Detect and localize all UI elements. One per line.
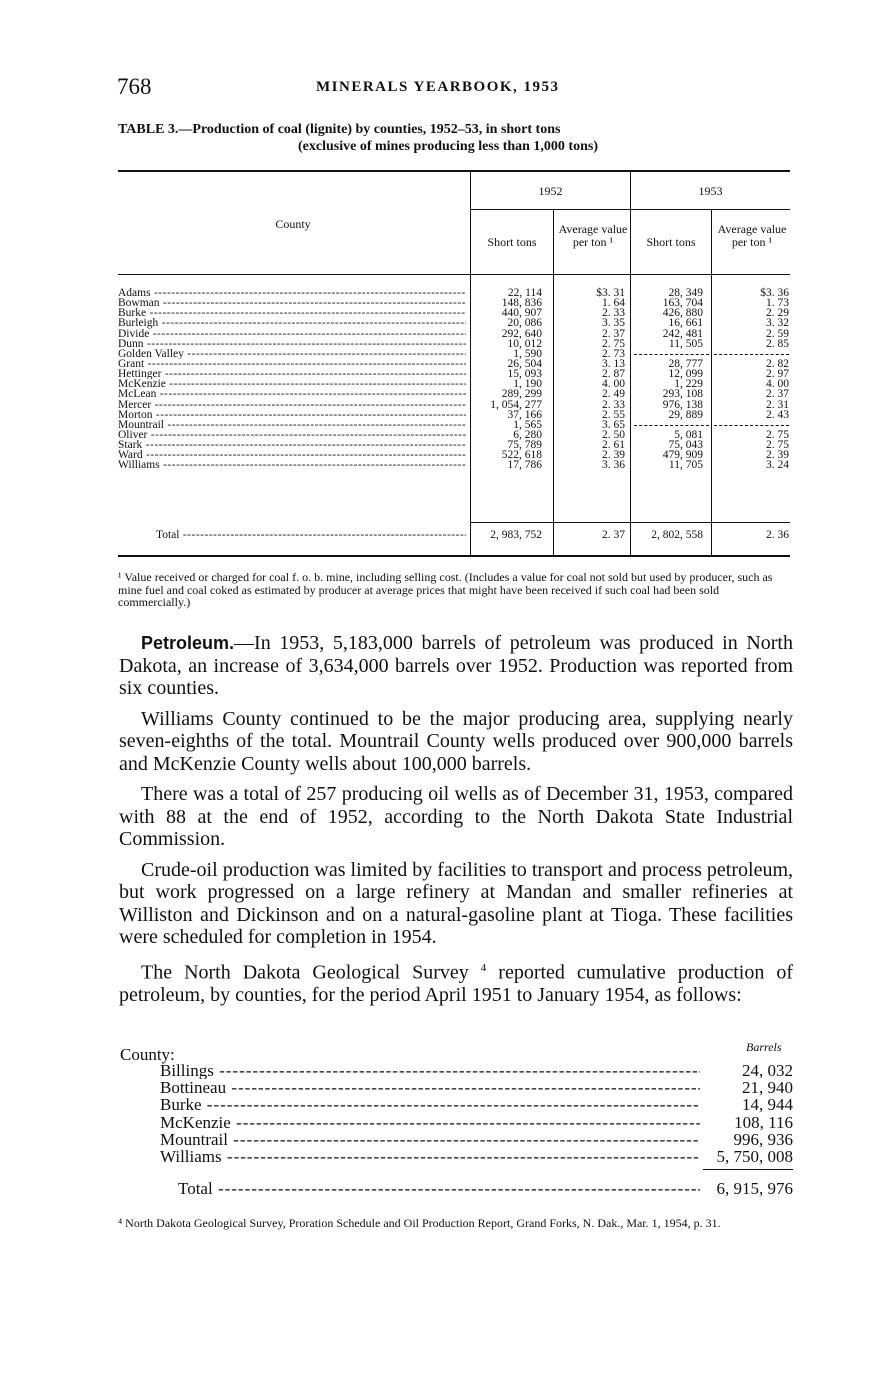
petroleum-county-name: Billings ----- xyxy=(160,1062,700,1079)
table-title xyxy=(118,121,778,155)
value-1953: 2. 37 xyxy=(766,388,789,401)
tons-1953: 293, 108 xyxy=(662,388,703,401)
value-1953: 4. 00 xyxy=(766,378,789,391)
county-name: Ward ----- xyxy=(118,450,466,460)
footnote-ref-4: 4 xyxy=(480,961,487,974)
value-1952: 2. 73 xyxy=(602,347,625,360)
avg-value-1952-header: Average value per ton ¹ xyxy=(558,222,628,249)
tons-1953: 16, 661 xyxy=(668,317,703,330)
value-1952: 2. 87 xyxy=(602,368,625,381)
value-1952: 2. 55 xyxy=(602,408,625,421)
table-title-line1: TABLE 3.—Production of coal (lignite) by counties, 1952–53, in short tons xyxy=(118,122,561,137)
county-name: Hettinger ----- xyxy=(118,369,466,379)
year-1952-header: 1952 xyxy=(538,184,563,198)
petroleum-lead: Petroleum. xyxy=(141,633,235,653)
paragraph-4: Crude-oil production was limited by facilities to transport and process petroleum, but work progressed on a large refinery at Mandan and smaller refineries at Williston and Dickinson and on a natural-gasoline plant at Tioga. These facilities were scheduled for completion in 1954. xyxy=(119,858,793,948)
total-label: Total ----- xyxy=(156,530,466,540)
paragraph-3: There was a total of 257 producing oil wells as of December 31, 1953, compared with 88 at the end of 1952, according to the North Dakota State Industrial Commission. xyxy=(119,783,793,850)
tons-1953: 479, 909 xyxy=(662,449,703,462)
petroleum-barrels: 14, 944 xyxy=(742,1095,793,1115)
value-1953: 2. 75 xyxy=(766,428,789,441)
paragraph-5 xyxy=(119,957,793,1007)
list-item xyxy=(120,1114,795,1131)
paragraph-5b: reported cumulative production of petroleum, by counties, for the period April 1951 to January 1954, as follows: xyxy=(119,961,794,1006)
header-bottom-rule xyxy=(118,274,790,275)
tons-1953: 426, 880 xyxy=(662,307,703,320)
petroleum-barrels: 5, 750, 008 xyxy=(716,1146,793,1166)
no-data-dash xyxy=(634,354,709,355)
paragraph-petroleum xyxy=(119,632,793,700)
total-value-1952: 2. 37 xyxy=(602,529,625,541)
coal-total-row xyxy=(118,530,790,540)
table-bottom-rule xyxy=(118,555,790,557)
tons-1953: 12, 099 xyxy=(668,368,703,381)
county-name: Dunn ----- xyxy=(118,339,466,349)
petroleum-county-name: McKenzie ----- xyxy=(160,1114,700,1131)
table-row xyxy=(118,460,790,470)
paragraph-5a: The North Dakota Geological Survey xyxy=(141,961,469,984)
tons-1952: 1, 190 xyxy=(513,378,542,391)
county-name: McKenzie ----- xyxy=(118,379,466,389)
county-name: Morton ----- xyxy=(118,410,466,420)
petroleum-barrels: 996, 936 xyxy=(733,1129,793,1149)
total-value-1953: 2. 36 xyxy=(766,529,789,541)
value-1953: 2. 97 xyxy=(766,368,789,381)
petroleum-barrels: 24, 032 xyxy=(742,1061,793,1080)
county-label: County: xyxy=(120,1045,175,1064)
value-1952: 2. 75 xyxy=(602,337,625,350)
county-name: Divide ----- xyxy=(118,329,466,339)
county-name: Oliver ----- xyxy=(118,430,466,440)
value-1953: 2. 59 xyxy=(766,327,789,340)
tons-1952: 10, 012 xyxy=(507,337,542,350)
tons-1953: 242, 481 xyxy=(662,327,703,340)
tons-1952: 440, 907 xyxy=(501,307,542,320)
value-1952: 4. 00 xyxy=(602,378,625,391)
running-title: MINERALS YEARBOOK, 1953 xyxy=(316,79,560,95)
county-name: Golden Valley ----- xyxy=(118,349,466,359)
tons-1952: 522, 618 xyxy=(501,449,542,462)
petroleum-county-name: Mountrail ----- xyxy=(160,1131,700,1148)
petroleum-total-value: 6, 915, 976 xyxy=(716,1179,793,1198)
petroleum-list xyxy=(120,1062,795,1165)
tons-1952: 17, 786 xyxy=(507,459,542,472)
value-1953: 2. 31 xyxy=(766,398,789,411)
tons-1953: 976, 138 xyxy=(662,398,703,411)
paragraph-1-text: —In 1953, 5,183,000 barrels of petroleum was produced in North Dakota, an increase of 3,634,000 barrels over 1952. Production was reported from six counties. xyxy=(119,632,793,699)
county-name: Bowman ----- xyxy=(118,298,466,308)
tons-1952: 26, 504 xyxy=(507,357,542,370)
tons-1952: 6, 280 xyxy=(513,428,542,441)
county-name: Williams ----- xyxy=(118,460,466,470)
tons-1952: 289, 299 xyxy=(501,388,542,401)
coal-table-body xyxy=(118,288,790,471)
tons-1952: 148, 836 xyxy=(501,297,542,310)
no-data-dash xyxy=(714,425,789,426)
tons-1953: 11, 505 xyxy=(668,337,703,350)
county-name: McLean ----- xyxy=(118,389,466,399)
tons-1953: 28, 777 xyxy=(668,357,703,370)
list-item xyxy=(120,1131,795,1148)
tons-1953: 28, 349 xyxy=(668,287,703,299)
total-tons-1953: 2, 802, 558 xyxy=(651,529,703,541)
tons-1953: 5, 081 xyxy=(674,428,703,441)
table-top-rule xyxy=(118,170,790,172)
value-1952: 2. 49 xyxy=(602,388,625,401)
tons-1952: 1, 565 xyxy=(513,418,542,431)
tons-1952: 292, 640 xyxy=(501,327,542,340)
petroleum-county-name: Williams ----- xyxy=(160,1148,700,1165)
total-rule xyxy=(470,522,790,523)
value-1952: 2. 39 xyxy=(602,449,625,462)
value-1952: 1. 64 xyxy=(602,297,625,310)
list-item xyxy=(120,1096,795,1113)
tons-1953: 29, 889 xyxy=(668,408,703,421)
paragraph-2: Williams County continued to be the major producing area, supplying nearly seven-eighths of the total. Mountrail County wells produced over 900,000 barrels and McKenzie County wells about 100,000 barrels. xyxy=(119,707,793,775)
petroleum-total-row xyxy=(120,1180,795,1197)
table-footnote: ¹ Value received or charged for coal f. o. b. mine, including selling cost. (Includes a value for coal not sold but used by producer, such as mine fuel and coal coked as estimated by producer at average prices that might have been received if such coal had been sold commercially.) xyxy=(118,570,773,609)
no-data-dash xyxy=(714,354,789,355)
value-1953: 2. 75 xyxy=(766,439,789,452)
avg-value-1953-header: Average value per ton ¹ xyxy=(717,222,787,249)
value-1953: 2. 39 xyxy=(766,449,789,462)
petroleum-barrels: 21, 940 xyxy=(742,1078,793,1098)
tons-1952: 15, 093 xyxy=(507,368,542,381)
body-text xyxy=(119,632,793,1014)
county-name: Stark ----- xyxy=(118,440,466,450)
list-item xyxy=(120,1062,795,1079)
value-1952: 2. 61 xyxy=(602,439,625,452)
barrels-header: Barrels xyxy=(746,1040,782,1054)
tons-1953: 11, 705 xyxy=(668,459,703,472)
short-tons-1953-header: Short tons xyxy=(646,235,696,249)
tons-1952: 75, 789 xyxy=(507,439,542,452)
value-1952: 2. 50 xyxy=(602,428,625,441)
table-row xyxy=(118,339,790,349)
value-1952: 3. 13 xyxy=(602,357,625,370)
tons-1952: 1, 054, 277 xyxy=(490,398,542,411)
county-name: Adams ----- xyxy=(118,288,466,298)
list-item xyxy=(120,1079,795,1096)
value-1952: 3. 65 xyxy=(602,418,625,431)
table-row xyxy=(118,410,790,420)
tons-1953: 1, 229 xyxy=(674,378,703,391)
value-1952: 3. 36 xyxy=(602,459,625,472)
value-1953: 2. 85 xyxy=(766,337,789,350)
value-1953: 3. 32 xyxy=(766,317,789,330)
tons-1953: 75, 043 xyxy=(668,439,703,452)
year-1953-header: 1953 xyxy=(698,184,723,198)
page-footnote-4: ⁴ North Dakota Geological Survey, Proration Schedule and Oil Production Report, Grand Forks, N. Dak., Mar. 1, 1954, p. 31. xyxy=(118,1216,721,1230)
county-header: County xyxy=(275,217,311,231)
petroleum-total-label: Total ----- xyxy=(178,1180,700,1197)
value-1952: 3. 35 xyxy=(602,317,625,330)
value-1952: $3. 31 xyxy=(596,287,625,299)
value-1952: 2. 37 xyxy=(602,327,625,340)
value-1953: $3. 36 xyxy=(760,287,789,299)
county-name: Mountrail ----- xyxy=(118,420,466,430)
value-1952: 2. 33 xyxy=(602,398,625,411)
total-tons-1952: 2, 983, 752 xyxy=(490,529,542,541)
county-name: Burke ----- xyxy=(118,308,466,318)
tons-1952: 1, 590 xyxy=(513,347,542,360)
tons-1953: 163, 704 xyxy=(662,297,703,310)
year-rule xyxy=(470,209,790,210)
value-1953: 2. 29 xyxy=(766,307,789,320)
value-1952: 2. 33 xyxy=(602,307,625,320)
county-name: Mercer ----- xyxy=(118,400,466,410)
tons-1952: 22, 114 xyxy=(507,287,542,299)
county-name: Grant ----- xyxy=(118,359,466,369)
petroleum-barrels: 108, 116 xyxy=(734,1112,793,1132)
value-1953: 2. 82 xyxy=(766,357,789,370)
tons-1952: 20, 086 xyxy=(507,317,542,330)
petroleum-county-name: Burke ----- xyxy=(160,1096,700,1113)
value-1953: 2. 43 xyxy=(766,408,789,421)
list-item xyxy=(120,1148,795,1165)
short-tons-1952-header: Short tons xyxy=(487,235,537,249)
petroleum-county-name: Bottineau ----- xyxy=(160,1079,700,1096)
no-data-dash xyxy=(634,425,709,426)
value-1953: 1. 73 xyxy=(766,297,789,310)
page-number: 768 xyxy=(117,74,152,99)
petroleum-total-rule xyxy=(703,1169,793,1170)
county-name: Burleigh ----- xyxy=(118,318,466,328)
value-1953: 3. 24 xyxy=(766,459,789,472)
tons-1952: 37, 166 xyxy=(507,408,542,421)
table-title-line2: (exclusive of mines producing less than 1,000 tons) xyxy=(298,139,598,154)
